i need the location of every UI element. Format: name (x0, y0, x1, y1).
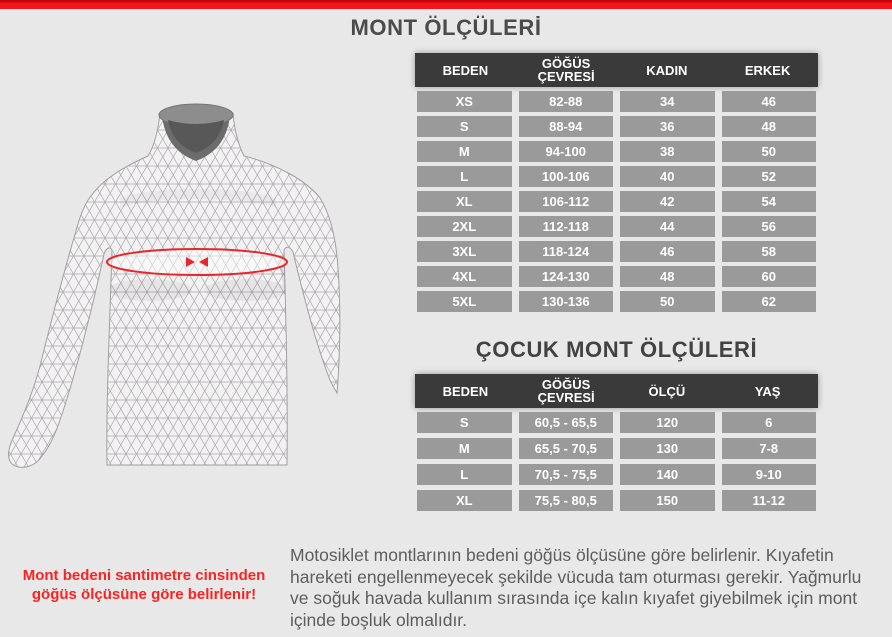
table-cell: 11-12 (722, 490, 817, 511)
table-cell: XL (417, 191, 512, 212)
table-cell: 82-88 (519, 91, 614, 112)
table-cell: 140 (620, 464, 715, 485)
table-cell: 130 (620, 438, 715, 459)
column-header: ÖLÇÜ (648, 383, 686, 399)
table-cell: 36 (620, 116, 715, 137)
table-cell: XL (417, 490, 512, 511)
sizing-description-line: içinde boşluk olmalıdır. (290, 609, 468, 630)
child-table-header (415, 374, 818, 408)
column-header: BEDEN (442, 62, 489, 78)
column-header: GÖĞÜS ÇEVRESİ (537, 377, 595, 405)
table-cell: 58 (722, 241, 817, 262)
column-header: BEDEN (442, 383, 489, 399)
table-cell: 60 (722, 266, 817, 287)
table-cell: S (417, 116, 512, 137)
table-cell: 7-8 (722, 438, 817, 459)
table-cell: 112-118 (519, 216, 614, 237)
torso-wireframe-svg (0, 58, 400, 540)
table-cell: 52 (722, 166, 817, 187)
torso-wireframe-figure (0, 58, 400, 540)
table-cell: 46 (620, 241, 715, 262)
table-cell: 124-130 (519, 266, 614, 287)
sizing-description-line: ve soğuk havada kullanım sırasında içe kalın kıyafet giyebilmek için mont (290, 588, 858, 608)
table-cell: 54 (722, 191, 817, 212)
adult-size-table (415, 53, 818, 312)
table-cell: 75,5 - 80,5 (519, 490, 614, 511)
table-cell: 118-124 (519, 241, 614, 262)
table-cell: 6 (722, 412, 817, 433)
child-table-body (415, 408, 818, 511)
child-table-title: ÇOCUK MONT ÖLÇÜLERİ (475, 337, 758, 362)
table-cell: 44 (620, 216, 715, 237)
adult-table-body (415, 87, 818, 312)
table-cell: 65,5 - 70,5 (519, 438, 614, 459)
table-cell: 50 (620, 291, 715, 312)
adult-table-header (415, 53, 818, 87)
table-cell: S (417, 412, 512, 433)
table-cell: 100-106 (519, 166, 614, 187)
column-header: YAŞ (754, 383, 781, 399)
column-header: ERKEK (744, 62, 791, 78)
sizing-description-line: hareketi engellenmeyecek şekilde vücuda tam oturması gerekir. Yağmurlu (290, 566, 862, 587)
table-cell: L (417, 464, 512, 485)
table-cell: 70,5 - 75,5 (519, 464, 614, 485)
table-cell: XS (417, 91, 512, 112)
table-cell: 38 (620, 141, 715, 162)
table-cell: 60,5 - 65,5 (519, 412, 614, 433)
table-cell: 46 (722, 91, 817, 112)
table-cell: 94-100 (519, 141, 614, 162)
page-title: MONT ÖLÇÜLERİ (350, 15, 542, 40)
table-cell: 120 (620, 412, 715, 433)
table-cell: 5XL (417, 291, 512, 312)
table-cell: 106-112 (519, 191, 614, 212)
table-cell: 48 (620, 266, 715, 287)
top-red-bar (0, 0, 892, 9)
table-cell: 62 (722, 291, 817, 312)
chest-measure-note-line: göğüs ölçüsüne göre belirlenir! (31, 586, 257, 603)
table-cell: 3XL (417, 241, 512, 262)
table-cell: 50 (722, 141, 817, 162)
table-cell: 2XL (417, 216, 512, 237)
sizing-description-line: Motosiklet montlarının bedeni göğüs ölçüsüne göre belirlenir. Kıyafetin (290, 545, 834, 565)
chest-measurement-ellipse (107, 249, 287, 275)
table-cell: 9-10 (722, 464, 817, 485)
table-cell: 40 (620, 166, 715, 187)
table-cell: M (417, 141, 512, 162)
table-cell: 56 (722, 216, 817, 237)
child-size-table (415, 374, 818, 511)
sizing-description (290, 545, 890, 631)
table-cell: 88-94 (519, 116, 614, 137)
table-cell: 150 (620, 490, 715, 511)
chest-measure-note (8, 566, 280, 604)
table-cell: M (417, 438, 512, 459)
table-cell: 42 (620, 191, 715, 212)
table-cell: 4XL (417, 266, 512, 287)
column-header: GÖĞÜS ÇEVRESİ (537, 56, 595, 84)
table-cell: L (417, 166, 512, 187)
table-cell: 130-136 (519, 291, 614, 312)
table-cell: 34 (620, 91, 715, 112)
chest-measure-note-line: Mont bedeni santimetre cinsinden (22, 567, 266, 584)
table-cell: 48 (722, 116, 817, 137)
column-header: KADIN (646, 62, 688, 78)
